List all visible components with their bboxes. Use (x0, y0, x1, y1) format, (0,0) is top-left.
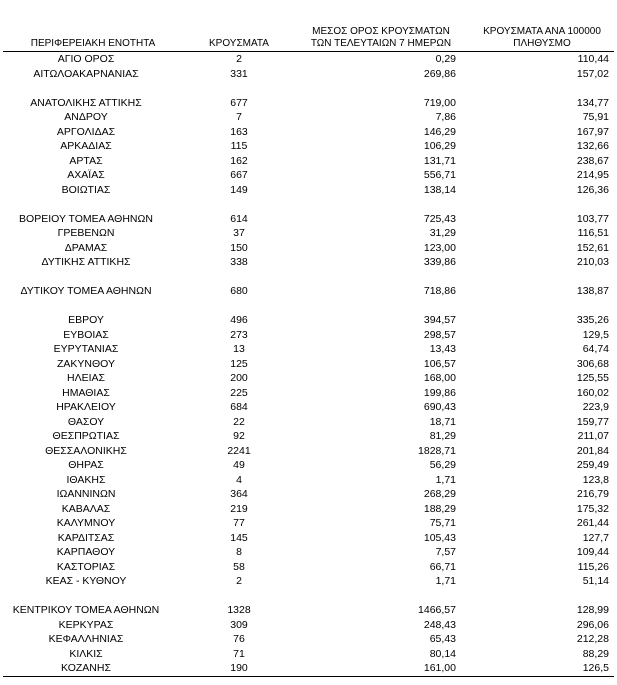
header-region (0, 38, 186, 50)
header-region-label: ΠΕΡΙΦΕΡΕΙΑΚΗ ΕΝΟΤΗΤΑ (30, 38, 156, 49)
per100k-cell: 64,74 (582, 343, 609, 355)
cases-cell: 150 (230, 241, 248, 254)
per100k-cell: 128,99 (576, 604, 609, 616)
avg-cell: 1828,71 (418, 444, 456, 457)
region-name: ΒΟΙΩΤΙΑΣ (61, 183, 111, 196)
per100k-cell: 134,77 (576, 96, 609, 109)
per100k-cell: 261,44 (576, 517, 609, 529)
table-row (0, 574, 617, 589)
table-row (0, 241, 617, 256)
table-row (0, 516, 617, 531)
region-name: ΚΙΛΚΙΣ (69, 647, 103, 660)
table-row (0, 502, 617, 517)
avg-cell: 1,71 (435, 473, 456, 486)
cases-cell: 37 (233, 227, 245, 239)
per100k-cell: 126,5 (582, 662, 609, 674)
table-row (0, 226, 617, 241)
avg-cell: 65,43 (429, 633, 456, 645)
avg-cell: 718,86 (423, 285, 456, 297)
cases-cell: 1328 (227, 604, 251, 616)
avg-cell: 556,71 (423, 169, 456, 181)
per100k-cell: 212,28 (576, 633, 609, 645)
region-name: ΚΑΒΑΛΑΣ (61, 502, 111, 515)
header-avg-line1: ΜΕΣΟΣ ΟΡΟΣ ΚΡΟΥΣΜΑΤΩΝ (312, 26, 450, 37)
table-row (0, 96, 617, 111)
region-name: ΚΕΑΣ - ΚΥΘΝΟΥ (45, 575, 127, 587)
region-name: ΑΧΑΪΑΣ (67, 169, 105, 181)
per100k-cell: 259,49 (576, 459, 609, 471)
region-name: ΗΡΑΚΛΕΙΟΥ (56, 401, 116, 413)
avg-cell: 188,29 (423, 502, 456, 515)
cases-cell: 684 (230, 401, 248, 413)
cases-cell: 309 (230, 618, 248, 631)
cases-cell: 149 (230, 183, 248, 196)
table-row (0, 415, 617, 430)
avg-cell: 106,57 (423, 357, 456, 370)
per100k-cell: 115,26 (577, 560, 609, 573)
header-cases (186, 38, 292, 50)
avg-cell: 1466,57 (418, 604, 456, 616)
cases-cell: 667 (230, 169, 248, 181)
table-row (0, 444, 617, 459)
avg-cell: 168,00 (423, 372, 456, 384)
per100k-cell: 125,55 (576, 372, 609, 384)
avg-cell: 690,43 (423, 401, 456, 413)
avg-cell: 81,29 (429, 430, 456, 442)
table-row (0, 342, 617, 357)
region-name: ΕΥΒΟΙΑΣ (63, 328, 109, 341)
table-spacer-row (0, 589, 617, 604)
avg-cell: 146,29 (423, 125, 456, 138)
region-name: ΚΑΛΥΜΝΟΥ (56, 517, 116, 529)
avg-cell: 131,71 (423, 154, 456, 167)
cases-cell: 2 (236, 53, 242, 65)
region-name: ΚΕΝΤΡΙΚΟΥ ΤΟΜΕΑ ΑΘΗΝΩΝ (12, 604, 160, 616)
table-row (0, 67, 617, 82)
table-row (0, 618, 617, 633)
per100k-cell: 296,06 (576, 618, 609, 631)
per100k-cell: 210,03 (576, 256, 609, 268)
avg-cell: 13,43 (429, 343, 456, 355)
region-name: ΑΝΑΤΟΛΙΚΗΣ ΑΤΤΙΚΗΣ (30, 96, 142, 109)
region-name: ΚΑΡΔΙΤΣΑΣ (57, 531, 115, 544)
region-name: ΑΡΚΑΔΙΑΣ (60, 140, 112, 152)
cases-cell: 76 (233, 633, 245, 645)
region-name: ΑΡΤΑΣ (69, 154, 103, 167)
table-row (0, 661, 617, 676)
cases-cell: 338 (230, 256, 248, 268)
header-avg (300, 26, 462, 50)
per100k-cell: 160,02 (576, 386, 609, 399)
table-row (0, 357, 617, 372)
per100k-cell: 127,7 (582, 531, 609, 544)
region-name: ΚΑΡΠΑΘΟΥ (56, 546, 116, 558)
cases-cell: 71 (233, 647, 245, 660)
per100k-cell: 110,44 (577, 53, 609, 65)
per100k-cell: 138,87 (576, 285, 609, 297)
region-name: ΑΓΙΟ ΟΡΟΣ (57, 53, 115, 65)
per100k-cell: 116,51 (577, 227, 609, 239)
region-name: ΘΕΣΠΡΩΤΙΑΣ (52, 430, 120, 442)
table-row (0, 328, 617, 343)
table-row (0, 458, 617, 473)
table-row (0, 487, 617, 502)
avg-cell: 199,86 (423, 386, 456, 399)
avg-cell: 18,71 (429, 415, 456, 428)
per100k-cell: 175,32 (576, 502, 609, 515)
avg-cell: 7,86 (435, 111, 456, 123)
per100k-cell: 132,66 (576, 140, 609, 152)
cases-cell: 8 (236, 546, 242, 558)
avg-cell: 75,71 (429, 517, 456, 529)
table-row (0, 400, 617, 415)
avg-cell: 31,29 (429, 227, 456, 239)
per100k-cell: 126,36 (576, 183, 609, 196)
table-spacer-row (0, 81, 617, 96)
per100k-cell: 157,02 (576, 67, 609, 80)
cases-cell: 22 (233, 415, 245, 428)
avg-cell: 138,14 (423, 183, 456, 196)
avg-cell: 123,00 (423, 241, 456, 254)
avg-cell: 269,86 (423, 67, 456, 80)
cases-cell: 162 (230, 154, 248, 167)
region-name: ΓΡΕΒΕΝΩΝ (57, 227, 115, 239)
per100k-cell: 109,44 (576, 546, 609, 558)
cases-cell: 2241 (227, 444, 251, 457)
per100k-cell: 159,77 (576, 415, 609, 428)
table-row (0, 560, 617, 575)
cases-cell: 163 (230, 125, 248, 138)
per100k-cell: 238,67 (576, 154, 609, 167)
cases-cell: 49 (233, 459, 245, 471)
avg-cell: 7,57 (435, 546, 456, 558)
table-spacer-row (0, 299, 617, 314)
avg-cell: 1,71 (435, 575, 456, 587)
region-name: ΚΕΦΑΛΛΗΝΙΑΣ (48, 633, 124, 645)
region-name: ΚΟΖΑΝΗΣ (61, 662, 111, 674)
cases-cell: 331 (230, 67, 248, 80)
table-spacer-row (0, 197, 617, 212)
per100k-cell: 167,97 (576, 125, 609, 138)
region-name: ΚΑΣΤΟΡΙΑΣ (56, 560, 116, 573)
table-row (0, 284, 617, 299)
cases-cell: 200 (230, 372, 248, 384)
cases-cell: 77 (233, 517, 245, 529)
per100k-cell: 223,9 (582, 401, 609, 413)
header-per100k-line2: ΠΛΗΘΥΣΜΟ (513, 38, 571, 49)
per100k-cell: 75,91 (582, 111, 609, 123)
region-name: ΘΗΡΑΣ (68, 459, 104, 471)
header-cases-label: ΚΡΟΥΣΜΑΤΑ (209, 38, 269, 49)
cases-cell: 2 (236, 575, 242, 587)
avg-cell: 56,29 (429, 459, 456, 471)
region-name: ΗΜΑΘΙΑΣ (62, 386, 110, 399)
cases-cell: 13 (233, 343, 245, 355)
cases-cell: 614 (230, 212, 248, 225)
per100k-cell: 214,95 (576, 169, 609, 181)
table-row (0, 168, 617, 183)
region-name: ΔΡΑΜΑΣ (64, 241, 108, 254)
region-name: ΚΕΡΚΥΡΑΣ (58, 618, 114, 631)
table-row (0, 125, 617, 140)
avg-cell: 105,43 (423, 531, 456, 544)
table-row (0, 212, 617, 227)
table-row (0, 371, 617, 386)
table-row (0, 473, 617, 488)
cases-cell: 219 (230, 502, 248, 515)
per100k-cell: 123,8 (582, 473, 609, 486)
region-name: ΔΥΤΙΚΟΥ ΤΟΜΕΑ ΑΘΗΝΩΝ (20, 285, 152, 297)
table-body (0, 52, 617, 676)
cases-cell: 145 (230, 531, 248, 544)
cases-cell: 125 (230, 357, 248, 370)
header-avg-line2: ΤΩΝ ΤΕΛΕΥΤΑΙΩΝ 7 ΗΜΕΡΩΝ (310, 38, 452, 49)
cases-cell: 225 (230, 386, 248, 399)
per100k-cell: 152,61 (576, 241, 609, 254)
avg-cell: 248,43 (423, 618, 456, 631)
per100k-cell: 88,29 (582, 647, 609, 660)
avg-cell: 66,71 (429, 560, 456, 573)
cases-cell: 273 (230, 328, 248, 341)
table-row (0, 183, 617, 198)
region-name: ΖΑΚΥΝΘΟΥ (56, 357, 115, 370)
table-row (0, 52, 617, 67)
table-row (0, 154, 617, 169)
region-name: ΙΩΑΝΝΙΝΩΝ (56, 488, 116, 500)
cases-cell: 680 (230, 285, 248, 297)
header-per100k (463, 26, 617, 50)
table-row (0, 545, 617, 560)
region-name: ΕΥΡΥΤΑΝΙΑΣ (53, 343, 119, 355)
table-row (0, 429, 617, 444)
per100k-cell: 129,5 (582, 328, 609, 341)
cases-cell: 58 (233, 560, 245, 573)
region-name: ΑΙΤΩΛΟΑΚΑΡΝΑΝΙΑΣ (33, 67, 139, 80)
table-row (0, 386, 617, 401)
table-row (0, 647, 617, 662)
region-name: ΑΡΓΟΛΙΔΑΣ (56, 125, 116, 138)
avg-cell: 719,00 (423, 96, 456, 109)
table-spacer-row (0, 270, 617, 285)
region-name: ΙΘΑΚΗΣ (66, 473, 106, 486)
cases-cell: 364 (230, 488, 248, 500)
cases-cell: 92 (233, 430, 245, 442)
cases-cell: 7 (236, 111, 242, 123)
cases-cell: 190 (230, 662, 248, 674)
per100k-cell: 201,84 (576, 444, 609, 457)
per100k-cell: 103,77 (576, 212, 609, 225)
region-name: ΒΟΡΕΙΟΥ ΤΟΜΕΑ ΑΘΗΝΩΝ (19, 212, 153, 225)
cases-cell: 115 (230, 140, 248, 152)
avg-cell: 339,86 (423, 256, 456, 268)
avg-cell: 106,29 (423, 140, 456, 152)
per100k-cell: 335,26 (576, 314, 609, 326)
table-row (0, 313, 617, 328)
table-row (0, 632, 617, 647)
per100k-cell: 211,07 (577, 430, 609, 442)
region-name: ΘΕΣΣΑΛΟΝΙΚΗΣ (45, 444, 127, 457)
region-name: ΔΥΤΙΚΗΣ ΑΤΤΙΚΗΣ (41, 256, 131, 268)
region-name: ΘΑΣΟΥ (67, 415, 105, 428)
bottom-rule (3, 676, 614, 677)
avg-cell: 0,29 (435, 53, 456, 65)
per100k-cell: 51,14 (582, 575, 609, 587)
table-row (0, 110, 617, 125)
cases-cell: 496 (230, 314, 248, 326)
avg-cell: 268,29 (423, 488, 456, 500)
table-row (0, 139, 617, 154)
avg-cell: 298,57 (423, 328, 456, 341)
avg-cell: 394,57 (423, 314, 456, 326)
table-row (0, 603, 617, 618)
per100k-cell: 306,68 (576, 357, 609, 370)
region-name: ΗΛΕΙΑΣ (66, 372, 105, 384)
per100k-cell: 216,79 (576, 488, 609, 500)
avg-cell: 80,14 (429, 647, 456, 660)
header-per100k-line1: ΚΡΟΥΣΜΑΤΑ ΑΝΑ 100000 (483, 26, 601, 37)
table-row (0, 255, 617, 270)
region-name: ΑΝΔΡΟΥ (64, 111, 108, 123)
cases-cell: 677 (230, 96, 248, 109)
region-name: ΕΒΡΟΥ (68, 314, 104, 326)
table-row (0, 531, 617, 546)
avg-cell: 725,43 (423, 212, 456, 225)
avg-cell: 161,00 (423, 662, 456, 674)
cases-cell: 4 (236, 473, 242, 486)
